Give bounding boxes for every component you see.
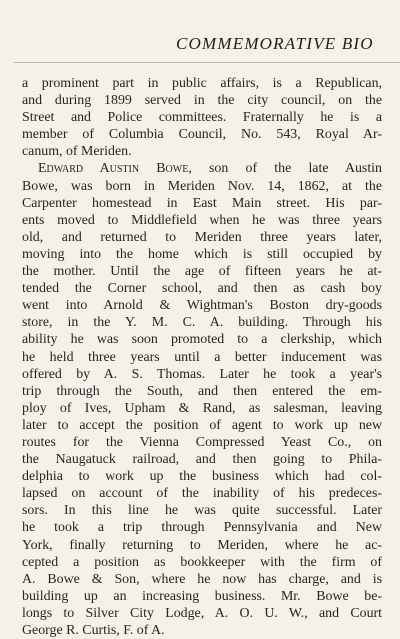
text-line: later to accept the position of agent to work up new	[22, 417, 382, 433]
text-line: Carpenter homestead in East Main street. His par-	[22, 195, 382, 211]
text-line: George R. Curtis, F. of A.	[22, 623, 165, 638]
text-line: Bowe, was born in Meriden Nov. 14, 1862, at the	[22, 178, 382, 194]
running-head: COMMEMORATIVE BIO	[176, 34, 374, 53]
text-line: sors. In this line he was quite successful. Later	[22, 503, 382, 519]
text-line: member of Columbia Council, No. 543, Royal Ar-	[22, 127, 382, 143]
text-line: moving into the home which is still occupied by	[22, 246, 382, 262]
text-line-rest: , son of the late Austin	[188, 161, 382, 177]
paragraph-1	[22, 75, 382, 160]
text-line: ents moved to Middlefield when he was three years	[22, 212, 382, 228]
text-line: and during 1899 served in the city council, on the	[22, 93, 382, 109]
text-line: went into Arnold & Wightman's Boston dry-goods	[22, 298, 382, 314]
text-line: canum, of Meriden.	[22, 144, 132, 160]
text-line: a prominent part in public affairs, is a Republican,	[22, 76, 382, 91]
paragraph-2	[22, 160, 382, 639]
text-line: ploy of Ives, Upham & Rand, as salesman, leaving	[22, 400, 382, 416]
body-text	[22, 75, 382, 639]
text-line: ability he was soon promoted to a clerkship, which	[22, 332, 382, 348]
text-line: tended the Corner school, and then as cash boy	[22, 281, 382, 297]
subject-name: Edward Austin Bowe	[38, 161, 189, 177]
text-line: the mother. Until the age of fifteen years he at-	[22, 264, 382, 280]
text-line: building up an increasing business. Mr. Bowe be-	[22, 588, 382, 604]
text-line: longs to Silver City Lodge, A. O. U. W., and Court	[22, 605, 382, 621]
text-line: delphia to work up the business which had col-	[22, 469, 382, 485]
text-line: offered by A. S. Thomas. Later he took a year's	[22, 366, 382, 382]
text-line: York, finally returning to Meriden, where he ac-	[22, 537, 382, 553]
text-line: the Naugatuck railroad, and then going to Phila-	[22, 452, 382, 468]
header-rule	[14, 62, 400, 63]
text-line: cepted a position as bookkeeper with the firm of	[22, 554, 382, 570]
text-line: Street and Police committees. Fraternally he is a	[22, 110, 382, 126]
text-line: store, in the Y. M. C. A. building. Through his	[22, 315, 382, 331]
text-line: A. Bowe & Son, where he now has charge, and is	[22, 571, 382, 587]
text-line: he took a trip through Pennsylvania and New	[22, 520, 382, 536]
text-line: lapsed on account of the inability of his predeces-	[22, 486, 382, 502]
text-line: routes for the Vienna Compressed Yeast Co., on	[22, 434, 382, 450]
text-line: he held three years until a better inducement was	[22, 349, 382, 365]
text-line-first	[22, 160, 382, 177]
text-line: trip through the South, and then entered the em-	[22, 383, 382, 399]
text-line: old, and returned to Meriden three years later,	[22, 229, 382, 245]
